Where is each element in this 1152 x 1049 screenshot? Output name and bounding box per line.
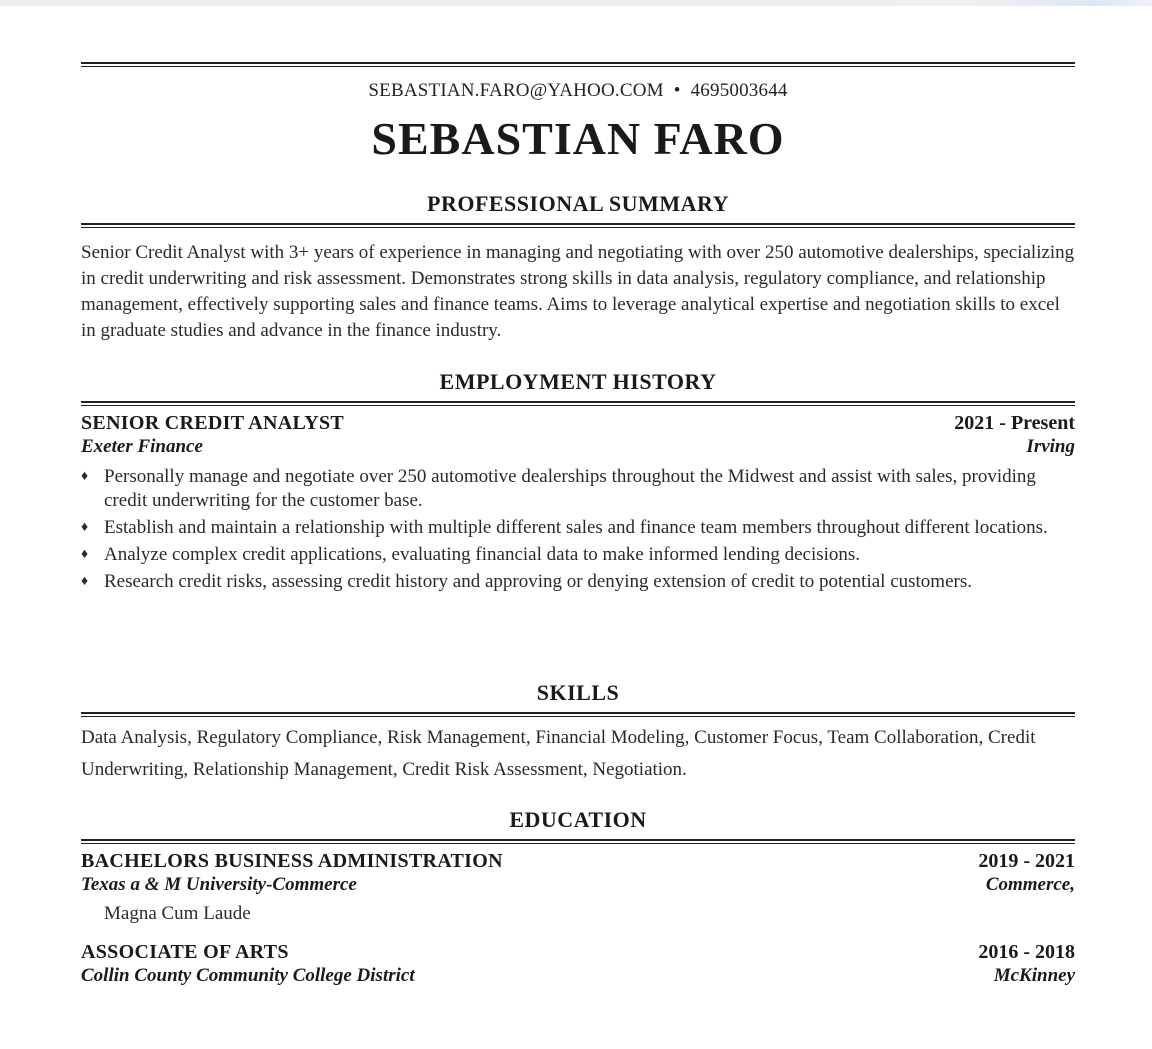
bullet-diamond-icon: ♦ [81,520,89,535]
job-bullet-list [81,465,1075,597]
job-header-row [81,412,1075,435]
bullet-diamond-icon: ♦ [81,469,89,484]
degree-title: ASSOCIATE OF ARTS [81,941,289,963]
school-location: McKinney [993,965,1075,986]
top-scroll-edge [0,0,1152,6]
summary-text: Senior Credit Analyst with 3+ years of experience in managing and negotiating with over 250 automotive dealerships, specializing in credit underwriting and risk assessment. Demonstrates strong skills in data analysis, regulatory compliance, and relationship management, effectively supporting sales and finance teams. Aims to leverage analytical expertise and negotiation skills to excel in graduate studies and advance in the finance industry. [81,242,1075,341]
school-location: Commerce, [985,874,1075,895]
summary-rule [81,223,1075,228]
job-subheader-row [81,436,1075,458]
degree-dates: 2019 - 2021 [978,850,1075,872]
job-dates: 2021 - Present [954,412,1075,434]
job-location: Irving [1026,436,1075,457]
job-position: SENIOR CREDIT ANALYST [81,412,345,434]
education-subheader-row [81,965,1075,987]
section-title-education: EDUCATION [509,807,647,832]
school-name: Collin County Community College District [81,965,415,986]
section-title-skills: SKILLS [536,680,620,705]
job-bullet: ♦ Personally manage and negotiate over 250 automotive dealerships throughout the Midwest and assist with sales, providing credit underwriting for the customer base. [81,466,1036,511]
job-company: Exeter Finance [81,436,203,457]
degree-title: BACHELORS BUSINESS ADMINISTRATION [81,850,503,872]
education-header-row [81,941,1075,964]
section-title-employment: EMPLOYMENT HISTORY [439,369,717,394]
education-rule [81,839,1075,844]
education-subheader-row [81,874,1075,896]
job-bullet: ♦ Research credit risks, assessing credit history and approving or denying extension of credit to potential customers. [81,571,972,592]
bullet-diamond-icon: ♦ [81,547,89,562]
school-name: Texas a & M University-Commerce [81,874,357,895]
employment-rule [81,401,1075,406]
bullet-diamond-icon: ♦ [81,574,89,589]
job-bullet: ♦ Establish and maintain a relationship with multiple different sales and finance team members throughout different locations. [81,517,1048,538]
section-title-summary: PROFESSIONAL SUMMARY [427,191,729,216]
skills-rule [81,712,1075,717]
email-text: SEBASTIAN.FARO@YAHOO.COM [368,80,664,101]
contact-separator: • [673,80,681,101]
contact-line [81,80,1075,102]
education-honor: Magna Cum Laude [104,903,251,924]
education-header-row [81,850,1075,873]
header-top-rule [81,62,1075,67]
degree-dates: 2016 - 2018 [978,941,1075,963]
job-bullet: ♦ Analyze complex credit applications, evaluating financial data to make informed lending decisions. [81,544,861,565]
skills-text: Data Analysis, Regulatory Compliance, Risk Management, Financial Modeling, Customer Focus, Team Collaboration, Credit Underwriting, Relationship Management, Credit Risk Assessment, Negotiation. [81,727,1036,780]
candidate-name: SEBASTIAN FARO [371,113,785,164]
phone-text: 4695003644 [690,80,788,101]
